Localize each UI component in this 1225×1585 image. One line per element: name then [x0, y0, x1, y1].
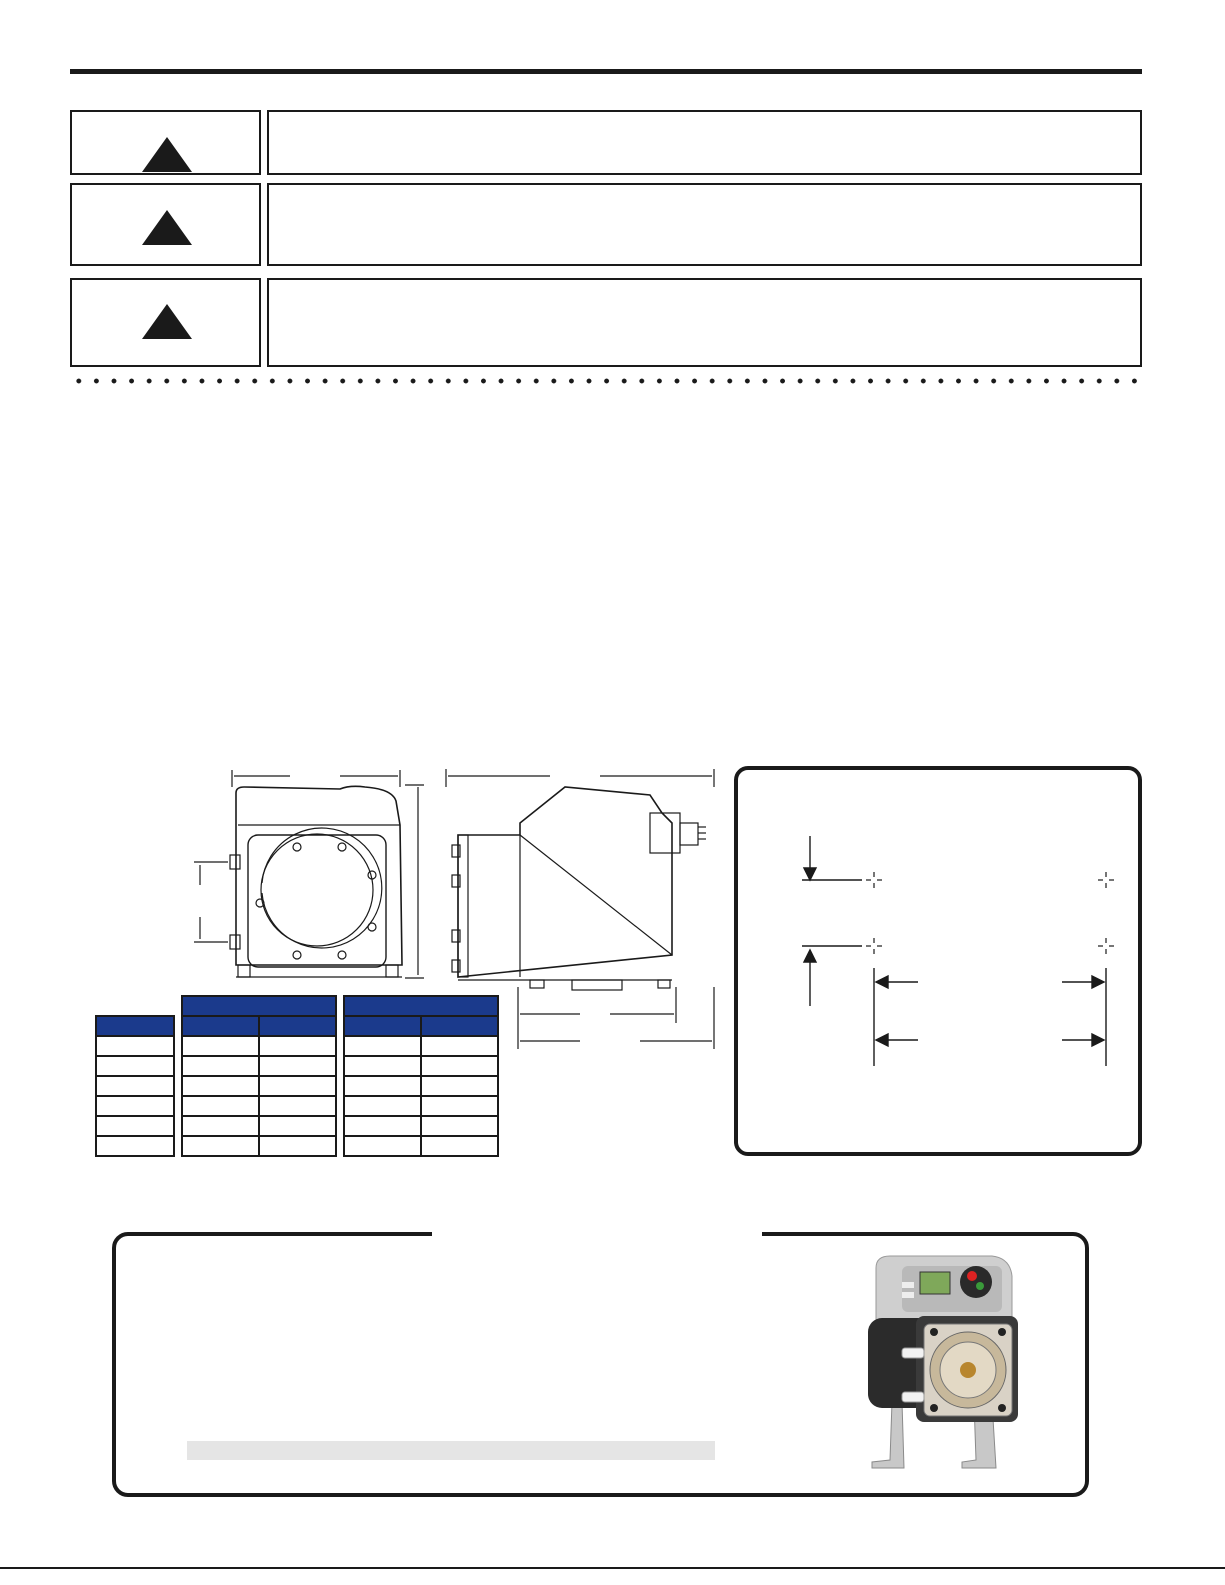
warning-text-box — [267, 183, 1142, 266]
pump-front-view-drawing — [190, 765, 430, 987]
mounting-diagram-box — [734, 766, 1142, 1156]
product-box-title-gap — [432, 1226, 762, 1240]
column-header — [96, 1016, 174, 1036]
column-header — [182, 1016, 259, 1036]
dotted-separator — [70, 378, 1142, 384]
highlight-bar — [187, 1441, 715, 1460]
footer-rule — [0, 1567, 1225, 1569]
table-row — [96, 1116, 498, 1136]
warning-text-box — [267, 110, 1142, 175]
group-header — [344, 996, 498, 1016]
table-row — [96, 1036, 498, 1056]
column-header — [421, 1016, 498, 1036]
table-row — [96, 1076, 498, 1096]
column-header — [259, 1016, 336, 1036]
mounting-hole-diagram — [738, 770, 1138, 1152]
header-rule — [70, 69, 1142, 74]
warning-triangle-icon — [142, 137, 192, 172]
group-header — [182, 996, 336, 1016]
warning-triangle-icon — [142, 210, 192, 245]
table-row — [96, 1096, 498, 1116]
warning-triangle-icon — [142, 304, 192, 339]
table-row — [96, 1056, 498, 1076]
warning-text-box — [267, 278, 1142, 367]
warning-label-box — [70, 110, 261, 175]
peristaltic-pump-photo — [862, 1252, 1022, 1477]
warning-label-box — [70, 183, 261, 266]
column-header — [344, 1016, 421, 1036]
spec-table — [95, 995, 499, 1157]
table-row — [96, 1136, 498, 1156]
warning-label-box — [70, 278, 261, 367]
